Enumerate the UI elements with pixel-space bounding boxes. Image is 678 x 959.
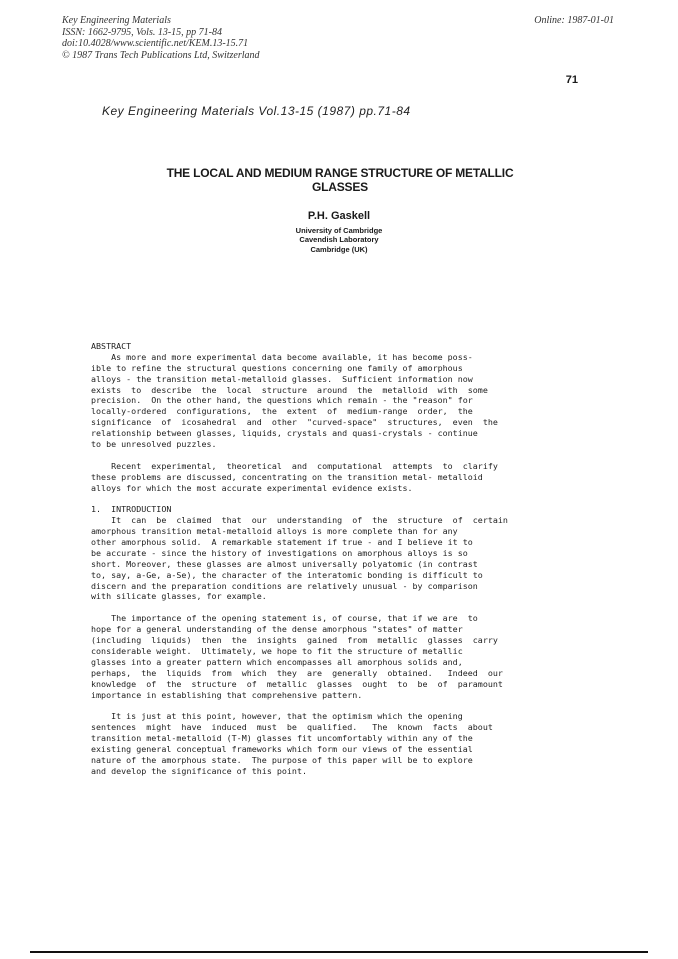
- body-line: exists to describe the local structure around the metalloid with some: [91, 384, 488, 395]
- meta-issn: ISSN: 1662-9795, Vols. 13-15, pp 71-84: [62, 26, 222, 38]
- body-line: relationship between glasses, liquids, crystals and quasi-crystals - continue: [91, 428, 478, 439]
- section-heading: ABSTRACT: [91, 341, 132, 351]
- body-line: with silicate glasses, for example.: [91, 591, 267, 602]
- body-line: As more and more experimental data become available, it has become poss-: [91, 351, 473, 362]
- section-heading: 1. INTRODUCTION: [91, 504, 172, 515]
- body-line: alloys for which the most accurate experimental evidence exists.: [91, 482, 413, 493]
- body-line: perhaps, the liquids from which they are generally obtained. Indeed our: [91, 667, 503, 678]
- body-line: sentences might have induced must be qualified. The known facts about: [91, 722, 493, 733]
- body-line: It can be claimed that our understanding of the structure of certain: [91, 515, 508, 526]
- affiliation-line: Cambridge (UK): [310, 244, 368, 254]
- body-line: hope for a general understanding of the dense amorphous "states" of matter: [91, 624, 463, 635]
- paragraph-gap: [91, 493, 587, 504]
- meta-journal: Key Engineering Materials: [62, 15, 171, 26]
- meta-doi[interactable]: doi:10.4028/www.scientific.net/KEM.13-15.71: [62, 38, 249, 49]
- online-date: Online: 1987-01-01: [534, 15, 614, 26]
- title-line: THE LOCAL AND MEDIUM RANGE STRUCTURE OF METALLIC: [166, 166, 514, 180]
- affiliation-line: Cavendish Laboratory: [299, 235, 379, 245]
- body-line: (including liquids) then the insights gained from metallic glasses carry: [91, 635, 498, 646]
- body-line: existing general conceptual frameworks which form our views of the essential: [91, 743, 473, 754]
- paragraph-gap: [91, 450, 587, 461]
- body-line: precision. On the other hand, the questions which remain - the "reason" for: [91, 395, 473, 406]
- body-line: locally-ordered configurations, the extent of medium-range order, the: [91, 406, 473, 417]
- body-line: these problems are discussed, concentrating on the transition metal- metalloid: [91, 471, 483, 482]
- body-text: [91, 341, 587, 777]
- page-number: 71: [565, 74, 578, 86]
- body-line: importance in establishing that comprehensive pattern.: [91, 689, 363, 700]
- footer-rule: [30, 951, 648, 953]
- affiliation-line: University of Cambridge: [295, 226, 383, 235]
- body-line: It is just at this point, however, that the optimism which the opening: [91, 711, 463, 722]
- body-line: significance of icosahedral and other "curved-space" structures, even the: [91, 417, 498, 428]
- author-name: P.H. Gaskell: [307, 210, 371, 222]
- paragraph-gap: [91, 700, 587, 711]
- body-line: be accurate - since the history of investigations on amorphous alloys is so: [91, 547, 468, 558]
- meta-copyright: © 1987 Trans Tech Publications Ltd, Switzerland: [62, 49, 260, 61]
- body-line: short. Moreover, these glasses are almost universally polyatomic (in contrast: [91, 558, 478, 569]
- body-line: other amorphous solid. A remarkable statement if true - and I believe it to: [91, 537, 473, 548]
- body-line: and develop the significance of this point.: [91, 765, 308, 776]
- body-line: Recent experimental, theoretical and computational attempts to clarify: [91, 460, 498, 471]
- body-line: transition metal-metalloid (T-M) glasses fit uncomfortably within any of the: [91, 733, 473, 744]
- body-line: knowledge of the structure of metallic glasses ought to be of paramount: [91, 678, 503, 689]
- body-line: The importance of the opening statement is, of course, that if we are to: [91, 613, 478, 624]
- body-line: considerable weight. Ultimately, we hope to fit the structure of metallic: [91, 645, 463, 656]
- body-line: nature of the amorphous state. The purpose of this paper will be to explore: [91, 754, 473, 765]
- body-line: alloys - the transition metal-metalloid glasses. Sufficient information now: [91, 373, 473, 384]
- body-line: to be unresolved puzzles.: [91, 439, 217, 450]
- title-line: GLASSES: [312, 180, 368, 194]
- body-line: ible to refine the structural questions concerning one family of amorphous: [91, 362, 463, 373]
- body-line: discern and the preparation conditions are relatively unusual - by comparison: [91, 580, 478, 591]
- journal-line: Key Engineering Materials Vol.13-15 (1987) pp.71-84: [102, 104, 411, 118]
- body-line: amorphous transition metal-metalloid alloys is more complete than for any: [91, 526, 458, 537]
- paragraph-gap: [91, 602, 587, 613]
- affiliation: [0, 226, 678, 254]
- body-line: glasses into a greater pattern which encompasses all amorphous solids and,: [91, 656, 463, 667]
- body-line: to, say, a-Ge, a-Se), the character of the interatomic bonding is difficult to: [91, 569, 483, 580]
- citation-metadata: [62, 15, 260, 61]
- paper-title: [90, 166, 590, 194]
